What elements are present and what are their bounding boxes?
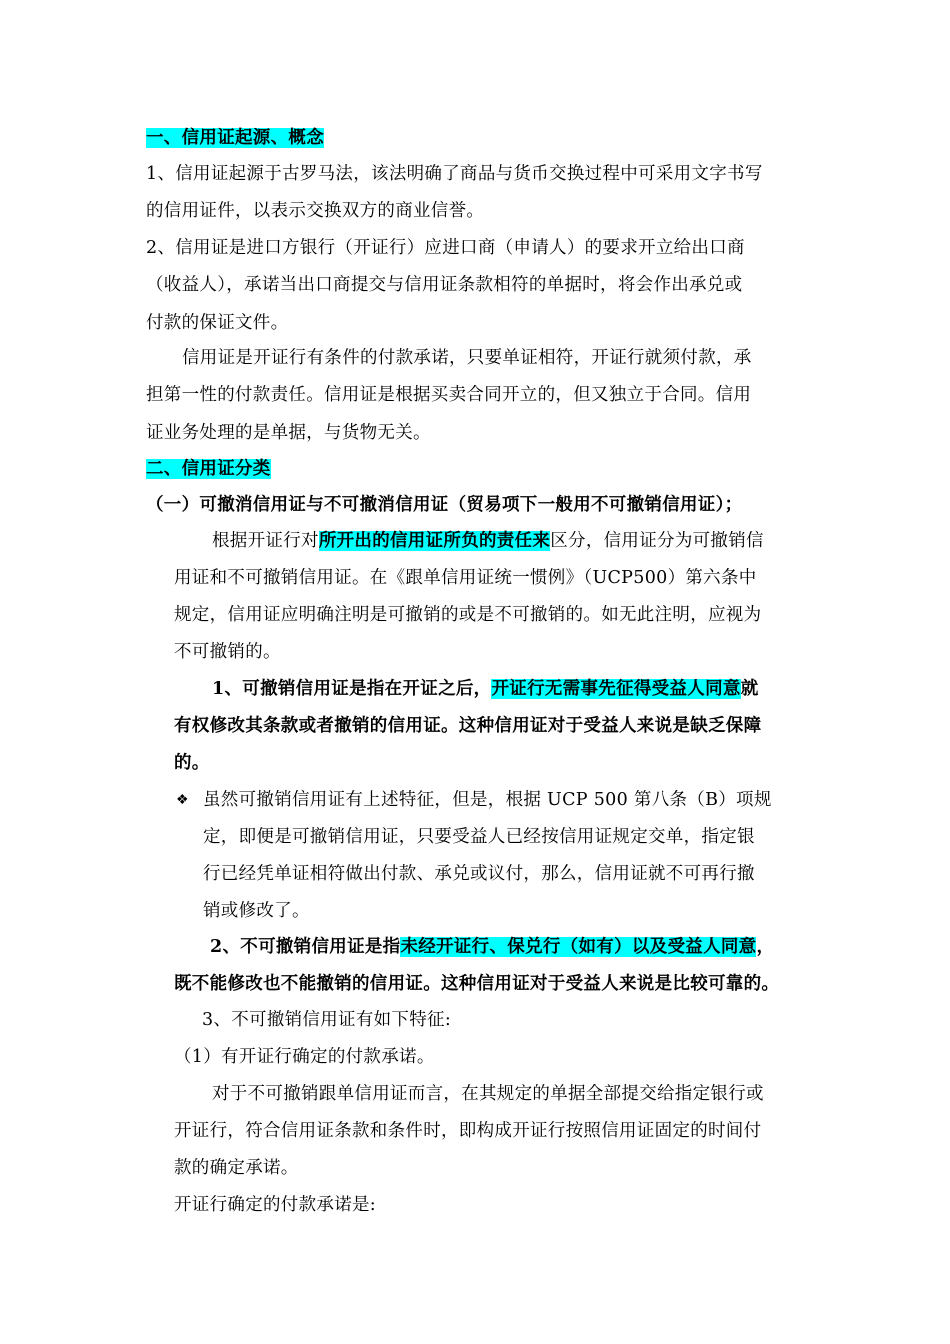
para-nature-line-3: 证业务处理的是单据，与货物无关。	[146, 423, 431, 443]
para-classification-line-4: 不可撤销的。	[174, 642, 281, 662]
para-feature-1: （1）有开证行确定的付款承诺。	[174, 1047, 435, 1067]
para-commitment-intro: 开证行确定的付款承诺是:	[174, 1195, 376, 1215]
highlight-responsibility: 所开出的信用证所负的责任来	[318, 531, 551, 551]
para-nature-line-2: 担第一性的付款责任。信用证是根据买卖合同开立的，但又独立于合同。信用	[146, 385, 752, 405]
para-commitment-line-2: 开证行，符合信用证条款和条件时，即构成开证行按照信用证固定的时间付	[174, 1121, 762, 1141]
para-definition-line-1: 2、信用证是进口方银行（开证行）应进口商（申请人）的要求开立给出口商	[146, 238, 745, 258]
para-revocable-line-1: 1、可撤销信用证是指在开证之后，开证行无需事先征得受益人同意就	[212, 679, 759, 699]
para-nature-line-1: 信用证是开证行有条件的付款承诺，只要单证相符，开证行就须付款，承	[182, 348, 752, 368]
para-commitment-line-3: 款的确定承诺。	[174, 1158, 299, 1178]
para-features-intro: 3、不可撤销信用证有如下特征:	[202, 1010, 452, 1030]
para-classification-line-3: 规定，信用证应明确注明是可撤销的或是不可撤销的。如无此注明，应视为	[174, 605, 762, 625]
para-definition-line-3: 付款的保证文件。	[146, 313, 289, 333]
para-ucp-line-4: 销或修改了。	[203, 901, 310, 921]
highlight-consent-parties: 未经开证行、保兑行（如有）以及受益人同意	[400, 937, 757, 957]
para-revocable-line-3: 的。	[174, 753, 210, 773]
para-origin-line-1: 1、信用证起源于古罗马法，该法明确了商品与货币交换过程中可采用文字书写	[146, 164, 763, 184]
section-2-heading: 二、信用证分类	[146, 459, 271, 479]
para-definition-line-2: （收益人），承诺当出口商提交与信用证条款相符的单据时，将会作出承兑或	[146, 275, 743, 295]
para-irrevocable-line-1: 2、不可撤销信用证是指未经开证行、保兑行（如有）以及受益人同意，	[210, 937, 775, 957]
diamond-bullet-icon: ❖	[176, 792, 189, 808]
para-ucp-line-1: 虽然可撤销信用证有上述特征，但是，根据 UCP 500 第八条（B）项规	[203, 790, 772, 810]
para-commitment-line-1: 对于不可撤销跟单信用证而言，在其规定的单据全部提交给指定银行或	[212, 1084, 764, 1104]
para-irrevocable-line-2: 既不能修改也不能撤销的信用证。这种信用证对于受益人来说是比较可靠的。	[174, 974, 780, 994]
para-origin-line-2: 的信用证件，以表示交换双方的商业信誉。	[146, 201, 485, 221]
para-revocable-line-2: 有权修改其条款或者撤销的信用证。这种信用证对于受益人来说是缺乏保障	[174, 716, 762, 736]
section-1-heading: 一、信用证起源、概念	[146, 128, 324, 148]
para-classification-line-1: 根据开证行对所开出的信用证所负的责任来区分，信用证分为可撤销信	[212, 531, 764, 551]
para-ucp-line-2: 定，即便是可撤销信用证，只要受益人已经按信用证规定交单，指定银	[203, 827, 755, 847]
para-classification-line-2: 用证和不可撤销信用证。在《跟单信用证统一惯例》（UCP500）第六条中	[174, 568, 757, 588]
highlight-no-consent: 开证行无需事先征得受益人同意	[491, 679, 741, 699]
para-ucp-line-3: 行已经凭单证相符做出付款、承兑或议付，那么，信用证就不可再行撤	[203, 864, 755, 884]
subsection-1-heading: （一）可撤消信用证与不可撤消信用证（贸易项下一般用不可撤销信用证）；	[146, 495, 743, 515]
